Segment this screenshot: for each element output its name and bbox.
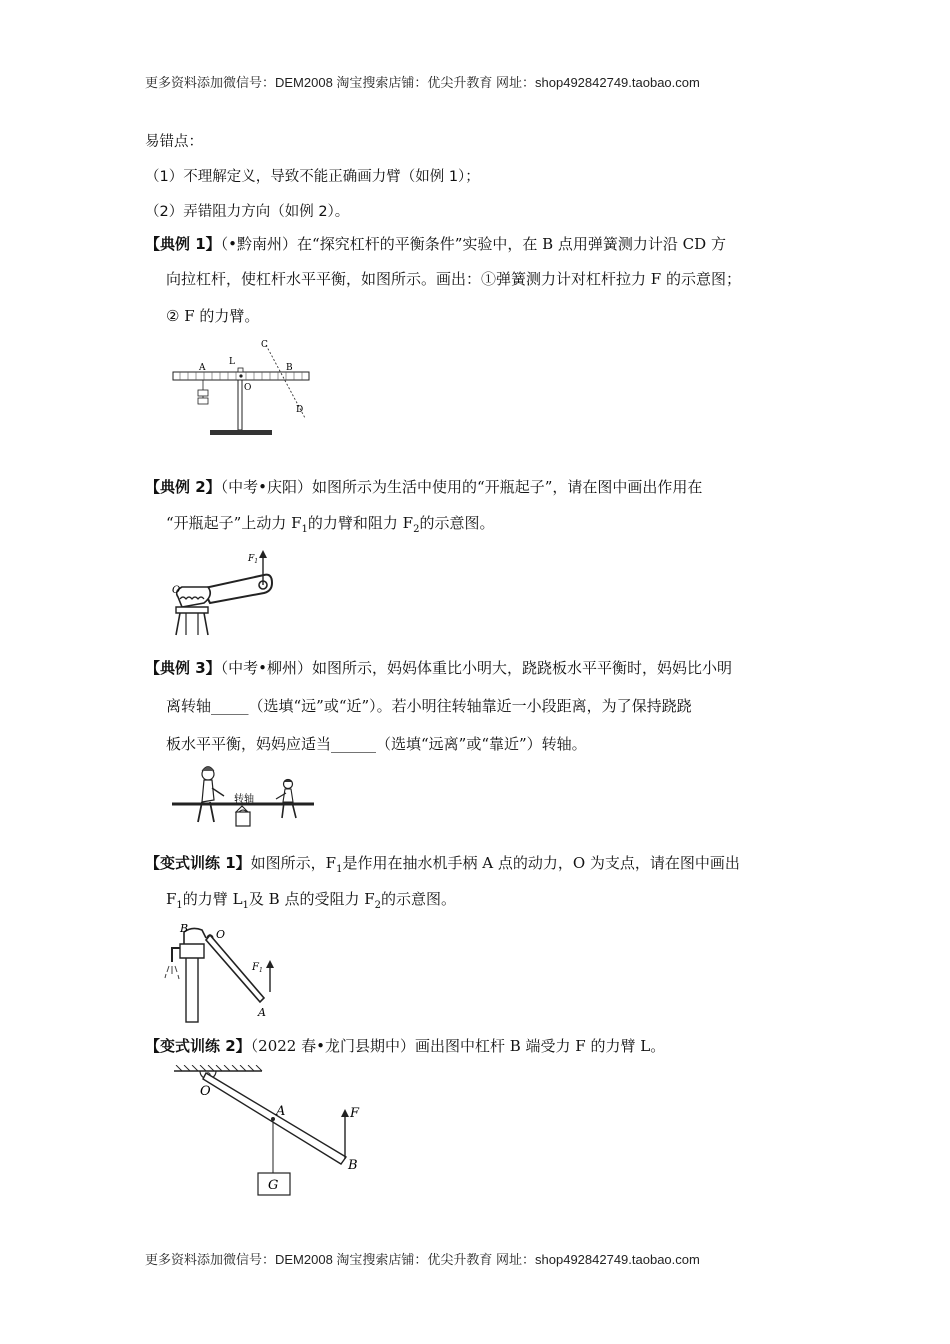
pitfall-item: （2）弄错阻力方向（如例 2）。 — [145, 204, 350, 220]
example-2-line-1: 【典例 2】（中考•庆阳）如图所示为生活中使用的“开瓶起子”，请在图中画出作用在 — [145, 478, 703, 496]
fig4-label-f: $F_1$ — [252, 962, 263, 974]
example-2-line-2: “开瓶起子”上动力 $F_1$的力臂和阻力 $F_2$的示意图。 — [166, 514, 495, 535]
fig2-label-o: O — [172, 585, 181, 596]
fig1-label-o: O — [244, 383, 252, 393]
lever-weight-figure — [170, 1065, 370, 1200]
fig5-label-a: A — [276, 1104, 286, 1119]
fig1-label-a: A — [199, 363, 206, 373]
fig1-label-b: B — [286, 363, 293, 373]
example-1-tag: 【典例 1】 — [145, 235, 221, 253]
example-3-line-1: 【典例 3】（中考•柳州）如图所示，妈妈体重比小明大，跷跷板水平平衡时，妈妈比小明 — [145, 659, 733, 677]
variant-1-tag: 【变式训练 1】 — [145, 854, 251, 872]
fig4-label-b: B — [180, 922, 189, 935]
example-1-line-1: 【典例 1】（•黔南州）在“探究杠杆的平衡条件”实验中，在 B 点用弹簧测力计沿 CD 方 — [145, 235, 726, 253]
pitfalls-title: 易错点： — [145, 134, 203, 150]
fig2-label-f: $F_1$ — [248, 554, 259, 565]
example-3-line-3: 板水平平衡，妈妈应适当______（选填“远离”或“靠近”）转轴。 — [166, 735, 587, 753]
variant-1-line-2: $F_1$的力臂 $L_1$及 B 点的受阻力 $F_2$的示意图。 — [166, 890, 457, 911]
fig5-label-g: G — [268, 1178, 279, 1193]
bottle-opener-figure — [168, 547, 288, 637]
fig5-label-b: B — [348, 1158, 358, 1173]
variant-2-tag: 【变式训练 2】 — [145, 1037, 251, 1055]
fig4-label-o: O — [216, 928, 226, 941]
fig3-axis-label: 转轴 — [234, 794, 254, 805]
page-footer: 更多资料添加微信号：DEM2008 淘宝搜索店铺：优尖升教育 网址：shop492842749.taobao.com — [145, 1252, 700, 1267]
fig1-label-d: D — [296, 405, 304, 415]
example-1-line-3: ② F 的力臂。 — [166, 307, 260, 325]
variant-2-line-1: 【变式训练 2】（2022 春•龙门县期中）画出图中杠杆 B 端受力 F 的力臂 L。 — [145, 1037, 666, 1055]
page-header: 更多资料添加微信号：DEM2008 淘宝搜索店铺：优尖升教育 网址：shop492842749.taobao.com — [145, 75, 700, 90]
pitfall-item: （1）不理解定义，导致不能正确画力臂（如例 1）； — [145, 169, 480, 185]
example-3-tag: 【典例 3】 — [145, 659, 221, 677]
example-3-line-2: 离转轴_____（选填“远”或“近”）。若小明往转轴靠近一小段距离，为了保持跷跷 — [166, 697, 692, 715]
fig5-label-f: F — [350, 1106, 360, 1121]
example-1-line-2: 向拉杠杆，使杠杆水平平衡，如图所示。画出：①弹簧测力计对杠杆拉力 F 的示意图； — [166, 270, 741, 288]
fig5-label-o: O — [200, 1084, 211, 1099]
variant-1-line-1: 【变式训练 1】如图所示，$F_1$是作用在抽水机手柄 A 点的动力，O 为支点，请在图中画出 — [145, 854, 740, 875]
water-pump-figure — [160, 918, 290, 1024]
lever-balance-figure — [168, 335, 328, 440]
fig4-label-a: A — [258, 1006, 266, 1019]
fig1-label-l: L — [229, 357, 235, 367]
fig1-label-c: C — [261, 340, 268, 350]
seesaw-figure — [168, 762, 318, 832]
example-2-tag: 【典例 2】 — [145, 478, 221, 496]
